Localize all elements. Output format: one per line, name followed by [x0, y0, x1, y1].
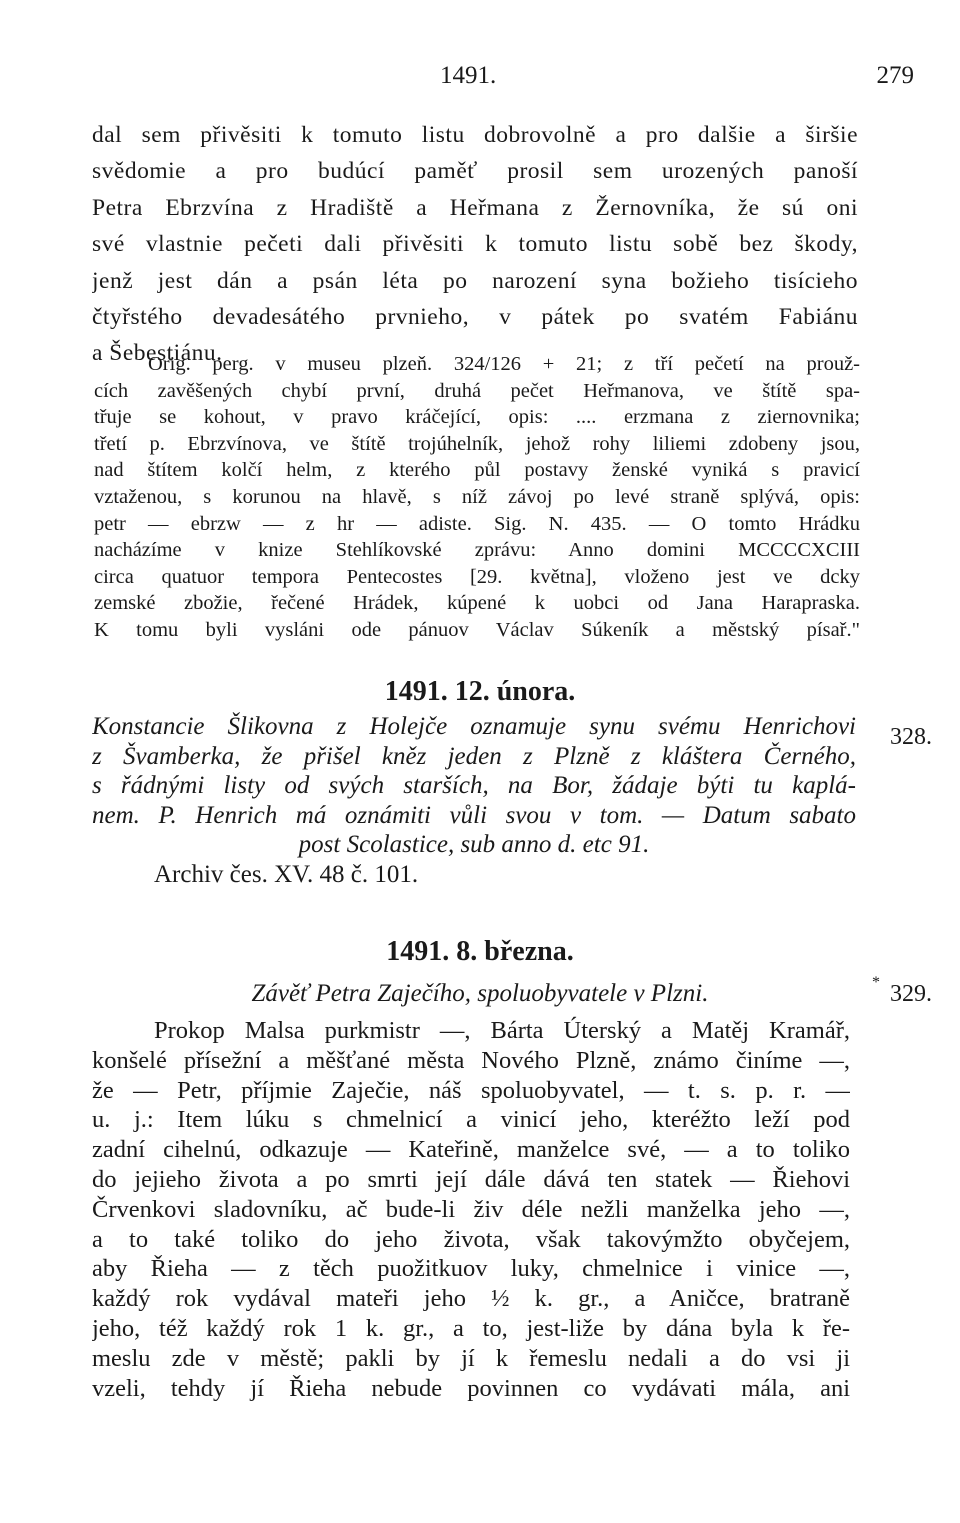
text-line: dal sem přivěsiti k tomuto listu dobrovolně a pro dalšie a širšie [92, 122, 858, 148]
text-line: circa quatuor tempora Pentecostes [29. května], vloženo jest ve dcky [94, 565, 860, 588]
text-line: do jejieho života a po smrti její dále dává ten statek — Řiehovi [92, 1165, 850, 1193]
text-line: u. j.: Item lúku s chmelnicí a vinicí jeho, kteréžto leží pod [92, 1106, 850, 1134]
text-line: své vlastnie pečeti dali přivěsiti k tomuto listu sobě bez škody, [92, 231, 858, 258]
paragraph-note [94, 351, 860, 644]
text-line: s řádnými listy od svých starších, na Bor, žádaje býti tu kaplá- [92, 772, 856, 800]
text-line: každý rok vydával mateři jeho ½ k. gr., a Aničce, bratraně [92, 1285, 850, 1313]
asterisk-mark: * [872, 974, 880, 991]
text-line: petr — ebrzw — z hr — adiste. Sig. N. 435. — O tomto Hrádku [94, 512, 860, 535]
text-line: čtyřstého devadesátého prvnieho, v pátek po svatém Fabiánu [92, 303, 858, 330]
text-line: že — Petr, příjmie Zaječie, náš spoluobyvatel, — t. s. p. r. — [92, 1076, 850, 1104]
text-line: třetí p. Ebrzvínova, ve štítě trojúhelník, jehož rohy liliemi zdobeny jsou, [94, 432, 860, 455]
text-line: a to také toliko do jeho života, však takovýmžto obyčejem, [92, 1225, 850, 1253]
text-line: nacházíme v knize Stehlíkovské zprávu: Anno domini MCCCCXCIII [94, 539, 860, 562]
text-line: Petra Ebrzvína z Hradiště a Heřmana z Žernovníka, že sú oni [92, 194, 858, 221]
running-header-year: 1491. [440, 62, 497, 89]
text-line: jenž jest dán a psán léta po narození syna božieho tisícieho [92, 267, 858, 294]
entry-title: Závěť Petra Zaječího, spoluobyvatele v Plzni. [251, 980, 709, 1007]
text-line: nem. P. Henrich má oznámiti vůli svou v tom. — Datum sabato [92, 801, 856, 829]
text-line: a Šebestiánu. [92, 340, 223, 367]
text-line: třuje se kohout, v pravo kráčející, opis: .... erzmana z ziernovnika; [94, 406, 860, 429]
text-line: nad štítem kolčí helm, z kterého půl postavy ženské vyniká s pravicí [94, 459, 860, 482]
text-line: vztaženou, s korunou na hlavě, s níž závoj po levé straně splývá, opis: [94, 485, 860, 508]
text-line: zemské zbožie, řečené Hrádek, kúpené k uobci od Jana Harapraska. [94, 592, 860, 615]
text-line: K tomu byli vysláni ode pánuov Václav Súkeník a městský písař." [94, 618, 860, 641]
text-line: svědomie a pro budúcí paměť prosil sem urozených panoší [92, 158, 858, 185]
page-number: 279 [876, 62, 914, 89]
text-line: meslu zde v městě; pakli by jí k řemeslu nedali a do vsi ji [92, 1344, 850, 1372]
entry-date: 1491. 8. března. [386, 936, 574, 967]
text-line: post Scolastice, sub anno d. etc 91. [298, 831, 650, 859]
text-line: Orig. perg. v museu plzeň. 324/126 + 21; z tří pečetí na prouž- [148, 353, 860, 375]
text-line: Prokop Malsa purkmistr —, Bárta Úterský a Matěj Kramář, [154, 1017, 850, 1044]
entry-date: 1491. 12. února. [384, 676, 576, 707]
text-line: vzeli, tehdy jí Řieha nebude povinnen co vydávati mála, ani [92, 1374, 850, 1402]
text-line: zadní cihelnú, odkazuje — Kateřině, manželce své, — a to toliko [92, 1136, 850, 1164]
text-line: Konstancie Šlikovna z Holejče oznamuje synu svému Henrichovi [92, 713, 856, 740]
text-line: Črvenkovi sladovníku, ač bude-li živ déle nežli manželka jeho —, [92, 1195, 850, 1223]
text-line: jeho, též každý rok 1 k. gr., a to, jest-liže by dána byla k ře- [92, 1314, 850, 1342]
paragraph-closing [92, 117, 858, 372]
entry-text [92, 1016, 850, 1403]
text-line: cích zavěšených chybí první, druhá pečet Heřmanova, ve štítě spa- [94, 379, 860, 402]
text-line: konšelé přísežní a měšťané města Nového Plzně, známo činíme —, [92, 1046, 850, 1074]
entry-number: 328. [890, 724, 932, 750]
text-line: z Švamberka, že přišel kněz jeden z Plzně z kláštera Černého, [92, 742, 856, 770]
entry-summary [92, 712, 856, 890]
text-line: aby Řieha — z těch puožitkuov luky, chmelnice i vinice —, [92, 1255, 850, 1283]
source-citation: Archiv čes. XV. 48 č. 101. [154, 860, 419, 888]
entry-number: 329. [890, 981, 932, 1007]
